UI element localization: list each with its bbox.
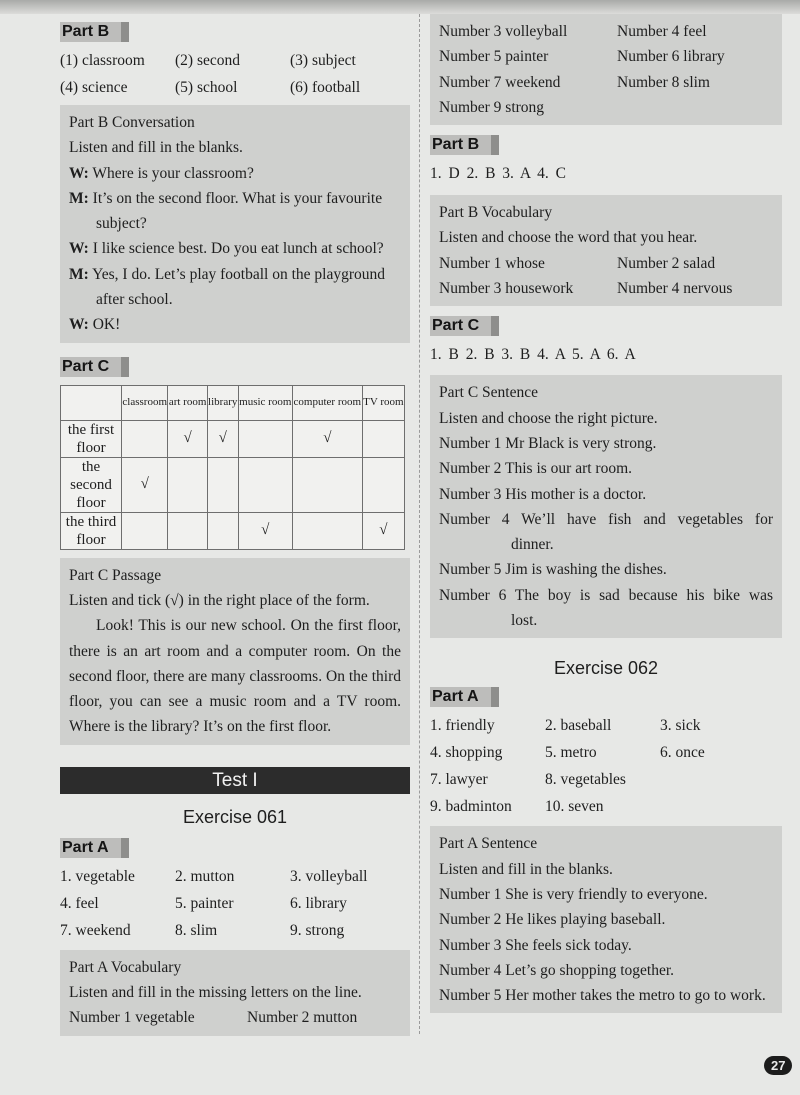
- part-a-word: 3. volleyball: [290, 867, 368, 885]
- part-b-label: Part B: [60, 22, 129, 42]
- vocabulary-b-box: [430, 195, 782, 306]
- sentence-a-item: Number 5 Her mother takes the metro to go to work.: [439, 987, 766, 1005]
- line-text: It’s on the second floor. What is your favourite: [92, 189, 383, 207]
- vocabulary-item: Number 2 mutton: [247, 1009, 358, 1027]
- vocabulary-continued-box: [430, 14, 782, 125]
- line-text: OK!: [92, 316, 121, 334]
- tick-cell: [292, 457, 362, 512]
- sentence-item: Number 3 His mother is a doctor.: [439, 485, 647, 503]
- sentence-box: [430, 375, 782, 638]
- left-column: [60, 14, 410, 1036]
- tick-cell: √: [122, 457, 168, 512]
- vocabulary-item: Number 5 painter: [439, 48, 549, 66]
- tick-cell: √: [238, 512, 292, 549]
- vocabulary-item: Number 1 vegetable: [69, 1009, 195, 1027]
- tick-cell: √: [362, 512, 404, 549]
- part-a-answers-label: Part A: [430, 687, 499, 707]
- part-b-word: (6) football: [290, 79, 361, 96]
- tick-cell: [207, 512, 238, 549]
- line-text: Where is your classroom?: [92, 164, 254, 182]
- part-a-word: 5. painter: [175, 894, 234, 912]
- sentence-a-item: Number 4 Let’s go shopping together.: [439, 961, 675, 979]
- sentence-a-item: Number 3 She feels sick today.: [439, 936, 632, 954]
- part-a-word: 2. mutton: [175, 867, 235, 885]
- conversation-box: [60, 105, 410, 343]
- floor-table: [60, 385, 405, 550]
- part-b-word: (5) school: [175, 79, 238, 96]
- row-label: the first floor: [61, 420, 122, 457]
- table-row: [61, 420, 405, 457]
- vocabulary-item: Number 6 library: [617, 48, 725, 66]
- table-header-row: [61, 385, 405, 420]
- sentence-instruction: Listen and choose the right picture.: [439, 409, 658, 427]
- part-b-answers-label: Part B: [430, 135, 499, 155]
- conversation-title: Part B Conversation: [69, 114, 195, 131]
- part-a-answer: 7. lawyer: [430, 771, 488, 789]
- tick-cell: [362, 457, 404, 512]
- line-continuation: after school.: [96, 291, 173, 309]
- part-b-word: (3) subject: [290, 52, 356, 69]
- part-a-word: 4. feel: [60, 894, 99, 912]
- part-a-word: 6. library: [290, 894, 347, 912]
- tick-cell: √: [168, 420, 207, 457]
- vocabulary-item: Number 2 salad: [617, 254, 716, 272]
- table-header-cell: computer room: [292, 385, 362, 420]
- part-a-word: 9. strong: [290, 921, 345, 939]
- part-a-answer: 3. sick: [660, 717, 701, 735]
- tick-cell: √: [207, 420, 238, 457]
- part-a-answer: [660, 766, 775, 793]
- passage-text: Look! This is our new school. On the first floor, there is an art room and a computer room. On the second floor, there are many classrooms. On the third floor, you can see a music room and a TV room. Where is the library? It’s on the first floor.: [69, 617, 401, 736]
- tick-cell: √: [292, 420, 362, 457]
- tick-cell: [168, 512, 207, 549]
- sentence-item: Number 1 Mr Black is very strong.: [439, 434, 657, 452]
- table-corner-cell: [61, 385, 122, 420]
- table-header-cell: music room: [238, 385, 292, 420]
- part-b-word-list: [60, 47, 410, 101]
- page-top-edge: [0, 0, 800, 14]
- part-c-answers: 1. B 2. B 3. B 4. A 5. A 6. A: [430, 346, 636, 364]
- table-header-cell: library: [207, 385, 238, 420]
- part-a-answer-list: [430, 712, 782, 820]
- part-a-answer: 5. metro: [545, 744, 597, 762]
- speaker-label: W:: [69, 164, 89, 182]
- vocabulary-item: Number 4 feel: [617, 23, 707, 40]
- vocabulary-item: Number 3 housework: [439, 280, 574, 298]
- part-b-word: (2) second: [175, 52, 240, 69]
- tick-cell: [238, 457, 292, 512]
- part-a-label: Part A: [60, 838, 129, 858]
- tick-cell: [362, 420, 404, 457]
- vocabulary-item: Number 9 strong: [439, 98, 545, 116]
- sentence-items: [439, 431, 773, 633]
- line-text: Yes, I do. Let’s play football on the playground: [92, 265, 385, 283]
- line-continuation: subject?: [96, 215, 147, 233]
- line-text: I like science best. Do you eat lunch at school?: [92, 240, 384, 258]
- tick-cell: [122, 420, 168, 457]
- vocabulary-item: Number 1 whose: [439, 254, 545, 272]
- vocabulary-item: Number 4 nervous: [617, 280, 733, 298]
- speaker-label: W:: [69, 240, 89, 258]
- part-b-word: (1) classroom: [60, 52, 145, 69]
- test-title: Test I: [60, 767, 410, 794]
- vocabulary-box: [60, 950, 410, 1036]
- conversation-line: [69, 236, 401, 261]
- part-a-word-list: [60, 863, 410, 944]
- part-b-answers: 1. D 2. B 3. A 4. C: [430, 165, 566, 183]
- page-number: 27: [764, 1056, 792, 1075]
- vocabulary-item: Number 3 volleyball: [439, 23, 568, 40]
- sentence-title: Part C Sentence: [439, 384, 539, 402]
- part-b-word: (4) science: [60, 79, 128, 96]
- part-c-answers-label: Part C: [430, 316, 499, 336]
- table-row: [61, 512, 405, 549]
- part-c-label: Part C: [60, 357, 129, 377]
- table-header-cell: TV room: [362, 385, 404, 420]
- table-header-cell: classroom: [122, 385, 168, 420]
- row-label: the second floor: [61, 457, 122, 512]
- part-a-answer: 9. badminton: [430, 798, 512, 816]
- speaker-label: M:: [69, 189, 89, 207]
- part-a-answer: 8. vegetables: [545, 771, 626, 789]
- vocabulary-item: Number 8 slim: [617, 73, 710, 91]
- conversation-line: [69, 161, 401, 186]
- passage-instruction: Listen and tick (√) in the right place of the form.: [69, 591, 370, 609]
- conversation-line: [69, 186, 401, 211]
- speaker-label: M:: [69, 265, 89, 283]
- passage-box: [60, 558, 410, 745]
- conversation-line: [69, 312, 401, 337]
- sentence-item: Number 6 The boy is sad because his bike was: [439, 586, 773, 604]
- vocabulary-continued-items: [439, 19, 773, 120]
- conversation-instruction: Listen and fill in the blanks.: [69, 139, 243, 157]
- sentence-a-title: Part A Sentence: [439, 835, 538, 853]
- part-a-answer: 2. baseball: [545, 717, 612, 735]
- part-a-answer: 1. friendly: [430, 717, 495, 735]
- sentence-item: Number 2 This is our art room.: [439, 460, 633, 478]
- vocabulary-instruction: Listen and fill in the missing letters on the line.: [69, 984, 362, 1002]
- tick-cell: [207, 457, 238, 512]
- exercise-061-title: Exercise 061: [182, 806, 288, 827]
- part-a-word: 8. slim: [175, 921, 218, 939]
- tick-cell: [238, 420, 292, 457]
- part-a-answer: [660, 793, 775, 820]
- exercise-062-title: Exercise 062: [553, 658, 659, 679]
- vocabulary-b-title: Part B Vocabulary: [439, 204, 553, 222]
- sentence-continuation: lost.: [511, 612, 538, 630]
- sentence-item: Number 4 We’ll have fish and vegetables for: [439, 510, 773, 528]
- speaker-label: W:: [69, 316, 89, 334]
- sentence-a-items: [439, 882, 773, 1008]
- conversation-line: [69, 262, 401, 287]
- sentence-a-item: Number 1 She is very friendly to everyone.: [439, 885, 708, 903]
- vocabulary-title: Part A Vocabulary: [69, 958, 182, 976]
- part-a-answer: 6. once: [660, 744, 705, 762]
- vocabulary-b-items: [439, 251, 773, 302]
- vocabulary-b-instruction: Listen and choose the word that you hear.: [439, 229, 698, 247]
- part-a-answer: 4. shopping: [430, 744, 503, 762]
- table-header-cell: art room: [168, 385, 207, 420]
- right-column: [430, 14, 782, 1013]
- part-a-word: 1. vegetable: [60, 867, 135, 885]
- vocabulary-item: Number 7 weekend: [439, 73, 561, 91]
- tick-cell: [122, 512, 168, 549]
- conversation-lines: [69, 161, 401, 338]
- table-row: [61, 457, 405, 512]
- row-label: the third floor: [61, 512, 122, 549]
- sentence-a-box: [430, 826, 782, 1013]
- tick-cell: [292, 512, 362, 549]
- part-a-answer: 10. seven: [545, 798, 604, 816]
- part-a-word: 7. weekend: [60, 921, 131, 939]
- passage-title: Part C Passage: [69, 566, 162, 584]
- sentence-continuation: dinner.: [511, 536, 554, 554]
- sentence-a-item: Number 2 He likes playing baseball.: [439, 911, 666, 929]
- sentence-a-instruction: Listen and fill in the blanks.: [439, 860, 613, 878]
- tick-cell: [168, 457, 207, 512]
- column-divider: [419, 14, 420, 1034]
- vocabulary-items: [69, 1005, 401, 1030]
- sentence-item: Number 5 Jim is washing the dishes.: [439, 561, 667, 579]
